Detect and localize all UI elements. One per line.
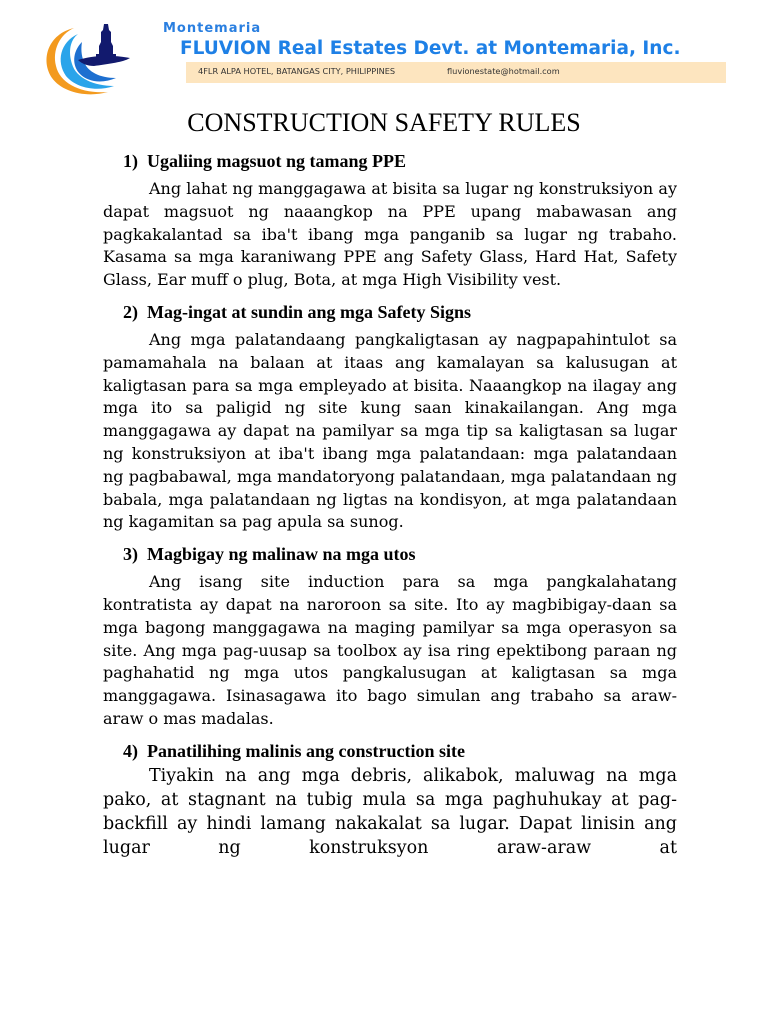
section-heading-text: Magbigay ng malinaw na mga utos — [147, 544, 416, 565]
document-title: CONSTRUCTION SAFETY RULES — [187, 108, 581, 137]
section-number: 3) — [123, 544, 138, 565]
section-paragraph: Ang mga palatandaang pangkaligtasan ay nagpapahintulot sa pamamahala na balaan at itaas ang kamalayan sa kalusugan at kaligtasan para sa mga empleyado at bisita. Naaangkop na ilagay ang mga ito sa paligid ng site kung saan kinakailangan. Ang mga manggagawa ay dapat na pamilyar sa mga tip sa kaligtasan sa lugar ng konstruksiyon at iba't ibang mga palatandaan: mga palatandaan ng pagbabawal, mga mandatoryong palatandaan, mga palatandaan ng babala, mga palatandaan ng ligtas na kondisyon, at mga palatandaan ng kagamitan sa pag apula sa sunog. — [103, 329, 677, 532]
company-address: 4FLR ALPA HOTEL, BATANGAS CITY, PHILIPPINES — [198, 66, 396, 76]
section-4 — [103, 740, 677, 860]
section-heading — [123, 740, 677, 762]
document-body — [103, 150, 677, 869]
brand-wordmark: Montemaria — [163, 21, 262, 36]
section-paragraph: Ang lahat ng manggagawa at bisita sa lugar ng konstruksiyon ay dapat magsuot ng naaangkop na PPE upang mabawasan ang pagkakalantad sa iba't ibang mga panganib sa lugar ng trabaho. Kasama sa mga karaniwang PPE ang Safety Glass, Hard Hat, Safety Glass, Ear muff o plug, Bota, at mga High Visibility vest. — [103, 179, 677, 290]
section-3 — [103, 543, 677, 731]
section-heading-text: Panatilihing malinis ang construction site — [147, 740, 466, 761]
section-heading — [123, 150, 677, 172]
section-2 — [103, 301, 677, 534]
letterhead — [0, 0, 768, 100]
section-paragraph: Tiyakin na ang mga debris, alikabok, maluwag na mga pako, at stagnant na tubig mula sa mga paghuhukay at pag-backfill ay hindi lamang nakakalat sa lugar. Dapat linisin ang lugar ng konstruksyon araw-araw at — [103, 765, 677, 858]
section-heading — [123, 543, 677, 565]
section-number: 4) — [123, 740, 138, 761]
section-1 — [103, 150, 677, 292]
section-paragraph: Ang isang site induction para sa mga pangkalahatang kontratista ay dapat na naroroon sa site. Ito ay magbibigay-daan sa mga bagong manggagawa na maging pamilyar sa mga operasyon sa site. Ang mga pag-uusap sa toolbox ay isa ring epektibong paraan ng paghahatid ng mga utos pangkalusugan at kaligtasan sa mga manggagawa. Isinasagawa ito bago simulan ang trabaho sa araw-araw o mas madalas. — [103, 572, 677, 728]
section-heading — [123, 301, 677, 323]
section-heading-text: Mag-ingat at sundin ang mga Safety Signs — [147, 301, 472, 322]
company-name: FLUVION Real Estates Devt. at Montemaria, Inc. — [180, 38, 681, 59]
section-number: 2) — [123, 301, 138, 322]
section-number: 1) — [123, 151, 138, 171]
section-heading-text: Ugaliing magsuot ng tamang PPE — [147, 151, 407, 171]
statue-wave-logo-icon — [38, 20, 168, 100]
company-email: fluvionestate@hotmail.com — [447, 66, 560, 76]
